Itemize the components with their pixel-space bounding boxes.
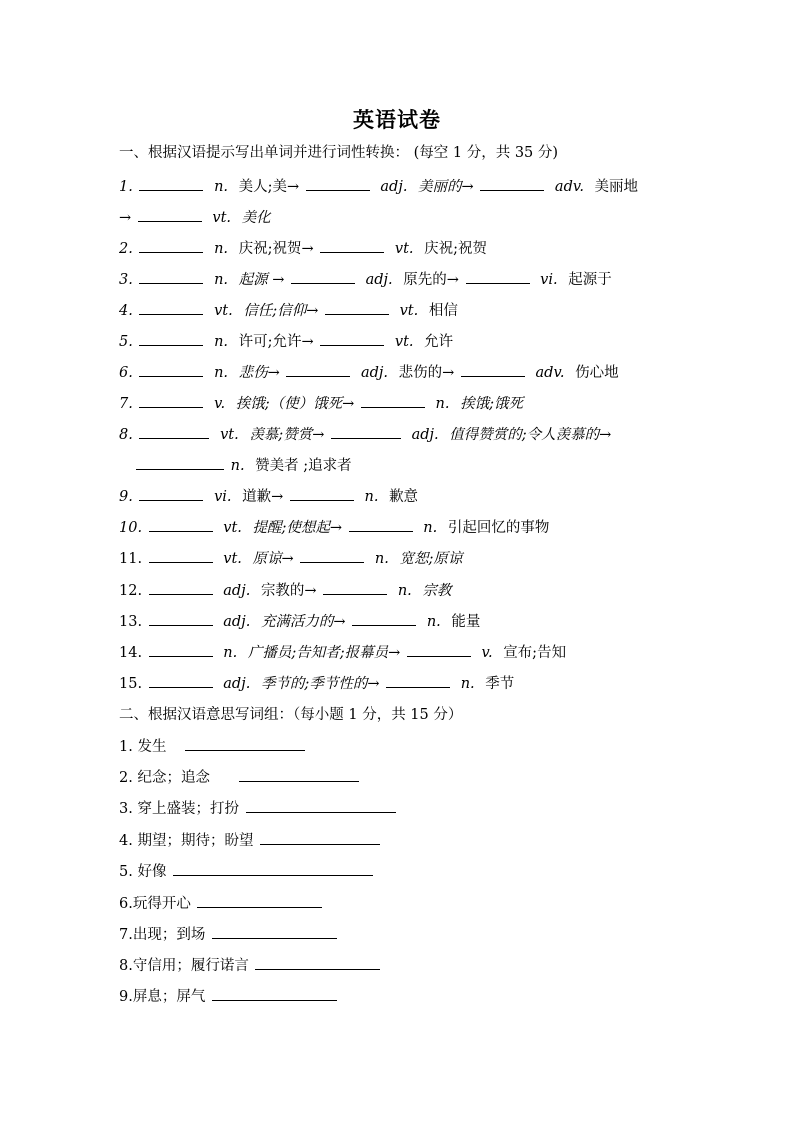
- phrase-question-6: [119, 893, 324, 913]
- hint-text: 宗教: [422, 583, 452, 599]
- part-of-speech: adv.: [554, 179, 584, 195]
- section-1-heading: 一、根据汉语提示写出单词并进行词性转换： (每空 1 分，共 35 分): [119, 145, 559, 161]
- part-of-speech: vt.: [399, 303, 419, 319]
- hint-text: 悲伤的→: [398, 365, 455, 381]
- phrase-question-1: [119, 736, 307, 756]
- question-number: 3.: [119, 272, 133, 288]
- part-of-speech: vt.: [220, 427, 239, 443]
- question-13: [119, 611, 480, 631]
- part-of-speech: n.: [230, 458, 245, 474]
- part-of-speech: vt.: [214, 303, 233, 319]
- question-15: [119, 673, 514, 693]
- part-of-speech: adj.: [411, 427, 439, 443]
- question-number: 13.: [119, 614, 143, 630]
- part-of-speech: vt.: [223, 520, 242, 536]
- hint-text: 悲伤→: [238, 365, 280, 381]
- hint-text: 挨饿;饿死: [460, 396, 523, 412]
- question-2: [119, 238, 487, 258]
- answer-blank[interactable]: [480, 176, 544, 191]
- question-1-continued: [119, 207, 271, 227]
- hint-text: 许可;允许→: [238, 334, 314, 350]
- question-number: 11.: [119, 551, 143, 567]
- question-number: 6.: [119, 365, 133, 381]
- hint-text: 美化: [241, 210, 271, 226]
- hint-text: 歉意: [389, 489, 419, 505]
- part-of-speech: n.: [426, 614, 441, 630]
- hint-text: 道歉→: [242, 489, 284, 505]
- phrase-prompt: 1. 发生: [119, 739, 167, 755]
- hint-text: 宗教的→: [260, 583, 317, 599]
- page-title: 英语试卷: [353, 107, 441, 132]
- part-of-speech: vt.: [212, 210, 232, 226]
- answer-blank[interactable]: [138, 207, 202, 222]
- part-of-speech: n.: [214, 179, 229, 195]
- hint-text: 羡慕;赞赏→: [249, 427, 325, 443]
- answer-blank[interactable]: [386, 673, 450, 688]
- answer-blank[interactable]: [300, 548, 364, 563]
- part-of-speech: n.: [374, 551, 389, 567]
- phrase-prompt: 3. 穿上盛装；打扮: [119, 801, 239, 817]
- answer-blank[interactable]: [246, 798, 396, 813]
- hint-text: 相信: [428, 303, 458, 319]
- answer-blank[interactable]: [149, 673, 213, 688]
- phrase-question-4: [119, 830, 382, 850]
- question-11: [119, 548, 462, 568]
- answer-blank[interactable]: [239, 767, 359, 782]
- hint-text: 赞美者 ;追求者: [255, 458, 352, 474]
- hint-text: 原谅→: [252, 551, 294, 567]
- question-number: 7.: [119, 396, 133, 412]
- hint-text: 能量: [451, 614, 481, 630]
- answer-blank[interactable]: [325, 300, 389, 315]
- phrase-prompt: 6.玩得开心: [119, 896, 191, 912]
- answer-blank[interactable]: [197, 893, 322, 908]
- question-9: [119, 486, 418, 506]
- question-number: 8.: [119, 427, 133, 443]
- question-4: [119, 300, 458, 320]
- question-number: 4.: [119, 303, 133, 319]
- question-8: [119, 424, 611, 444]
- question-number: 14.: [119, 645, 143, 661]
- part-of-speech: adv.: [535, 365, 565, 381]
- question-6: [119, 362, 619, 382]
- hint-text: 伤心地: [575, 365, 619, 381]
- section-2-heading: 二、根据汉语意思写词组：（每小题 1 分，共 15 分）: [119, 707, 463, 723]
- answer-blank[interactable]: [139, 362, 203, 377]
- answer-blank[interactable]: [306, 176, 370, 191]
- phrase-question-8: [119, 955, 382, 975]
- hint-text: 充满活力的→: [260, 614, 346, 630]
- part-of-speech: vi.: [214, 489, 232, 505]
- question-8-continued: [134, 455, 352, 475]
- part-of-speech: n.: [397, 583, 412, 599]
- phrase-prompt: 7.出现；到场: [119, 927, 206, 943]
- hint-text: 原先的→: [403, 272, 459, 288]
- answer-blank[interactable]: [149, 580, 213, 595]
- phrase-question-3: [119, 798, 398, 818]
- hint-text: 庆祝;祝贺→: [238, 241, 314, 257]
- question-number: 1.: [119, 179, 133, 195]
- answer-blank[interactable]: [255, 955, 380, 970]
- answer-blank[interactable]: [212, 924, 337, 939]
- answer-blank[interactable]: [149, 517, 213, 532]
- hint-text: 挨饿;（使）饿死→: [235, 396, 355, 412]
- answer-blank[interactable]: [291, 269, 355, 284]
- part-of-speech: vt.: [223, 551, 242, 567]
- hint-text: 宣布;告知: [503, 645, 567, 661]
- hint-text: 美人;美→: [238, 179, 300, 195]
- part-of-speech: n.: [364, 489, 379, 505]
- answer-blank[interactable]: [349, 517, 413, 532]
- hint-text: 起源于: [568, 272, 612, 288]
- answer-blank[interactable]: [331, 424, 401, 439]
- answer-blank[interactable]: [173, 861, 373, 876]
- answer-blank[interactable]: [320, 238, 384, 253]
- part-of-speech: n.: [214, 241, 229, 257]
- answer-blank[interactable]: [149, 642, 213, 657]
- phrase-prompt: 5. 好像: [119, 864, 167, 880]
- answer-blank[interactable]: [136, 455, 224, 470]
- part-of-speech: adj.: [365, 272, 393, 288]
- part-of-speech: n.: [435, 396, 450, 412]
- part-of-speech: vt.: [394, 334, 414, 350]
- answer-blank[interactable]: [260, 830, 380, 845]
- question-12: [119, 580, 451, 600]
- answer-blank[interactable]: [149, 548, 213, 563]
- answer-blank[interactable]: [461, 362, 525, 377]
- answer-blank[interactable]: [407, 642, 471, 657]
- hint-text: 宽恕;原谅: [399, 551, 463, 567]
- hint-text: 季节: [485, 676, 515, 692]
- part-of-speech: n.: [423, 520, 438, 536]
- hint-text: 信任;信仰→: [243, 303, 319, 319]
- part-of-speech: adj.: [223, 614, 251, 630]
- phrase-question-9: [119, 986, 339, 1006]
- phrase-question-5: [119, 861, 375, 881]
- answer-blank[interactable]: [139, 331, 203, 346]
- phrase-prompt: 9.屏息；屏气: [119, 989, 206, 1005]
- part-of-speech: vt.: [394, 241, 414, 257]
- part-of-speech: adj.: [361, 365, 389, 381]
- phrase-prompt: 8.守信用；履行诺言: [119, 958, 249, 974]
- answer-blank[interactable]: [466, 269, 530, 284]
- answer-blank[interactable]: [139, 300, 203, 315]
- question-7: [119, 393, 523, 413]
- part-of-speech: n.: [214, 365, 229, 381]
- question-10: [119, 517, 549, 537]
- hint-text: 提醒;使想起→: [252, 520, 343, 536]
- answer-blank[interactable]: [139, 269, 203, 284]
- hint-text: 美丽的→: [418, 179, 474, 195]
- hint-text: 起源 →: [238, 272, 285, 288]
- phrase-prompt: 2. 纪念；追念: [119, 770, 210, 786]
- answer-blank[interactable]: [320, 331, 384, 346]
- part-of-speech: adj.: [380, 179, 408, 195]
- hint-text: 季节的;季节性的→: [260, 676, 380, 692]
- question-14: [119, 642, 566, 662]
- question-number: 15.: [119, 676, 143, 692]
- part-of-speech: adj.: [223, 583, 251, 599]
- part-of-speech: n.: [460, 676, 475, 692]
- phrase-question-7: [119, 924, 339, 944]
- answer-blank[interactable]: [139, 424, 209, 439]
- part-of-speech: n.: [214, 334, 229, 350]
- phrase-question-2: [119, 767, 361, 787]
- question-number: 9.: [119, 489, 133, 505]
- hint-text: 美丽地: [594, 179, 639, 195]
- phrase-prompt: 4. 期望；期待；盼望: [119, 833, 254, 849]
- answer-blank[interactable]: [139, 238, 203, 253]
- answer-blank[interactable]: [185, 736, 305, 751]
- arrow: →: [119, 210, 132, 226]
- hint-text: 庆祝;祝贺: [424, 241, 488, 257]
- answer-blank[interactable]: [352, 611, 416, 626]
- part-of-speech: vi.: [540, 272, 558, 288]
- hint-text: 广播员;告知者;报幕员→: [247, 645, 401, 661]
- question-number: 5.: [119, 334, 133, 350]
- question-5: [119, 331, 453, 351]
- part-of-speech: adj.: [223, 676, 251, 692]
- part-of-speech: n.: [223, 645, 238, 661]
- part-of-speech: n.: [214, 272, 229, 288]
- hint-text: 值得赞赏的;令人羡慕的→: [449, 427, 612, 443]
- answer-blank[interactable]: [139, 176, 203, 191]
- question-number: 10.: [119, 520, 143, 536]
- part-of-speech: v.: [214, 396, 226, 412]
- answer-blank[interactable]: [212, 986, 337, 1001]
- answer-blank[interactable]: [290, 486, 354, 501]
- answer-blank[interactable]: [361, 393, 425, 408]
- question-number: 12.: [119, 583, 143, 599]
- answer-blank[interactable]: [149, 611, 213, 626]
- answer-blank[interactable]: [139, 393, 203, 408]
- question-1: [119, 176, 638, 196]
- hint-text: 允许: [424, 334, 454, 350]
- question-number: 2.: [119, 241, 133, 257]
- hint-text: 引起回忆的事物: [447, 520, 550, 536]
- question-3: [119, 269, 612, 289]
- answer-blank[interactable]: [139, 486, 203, 501]
- part-of-speech: v.: [481, 645, 493, 661]
- answer-blank[interactable]: [323, 580, 387, 595]
- answer-blank[interactable]: [286, 362, 350, 377]
